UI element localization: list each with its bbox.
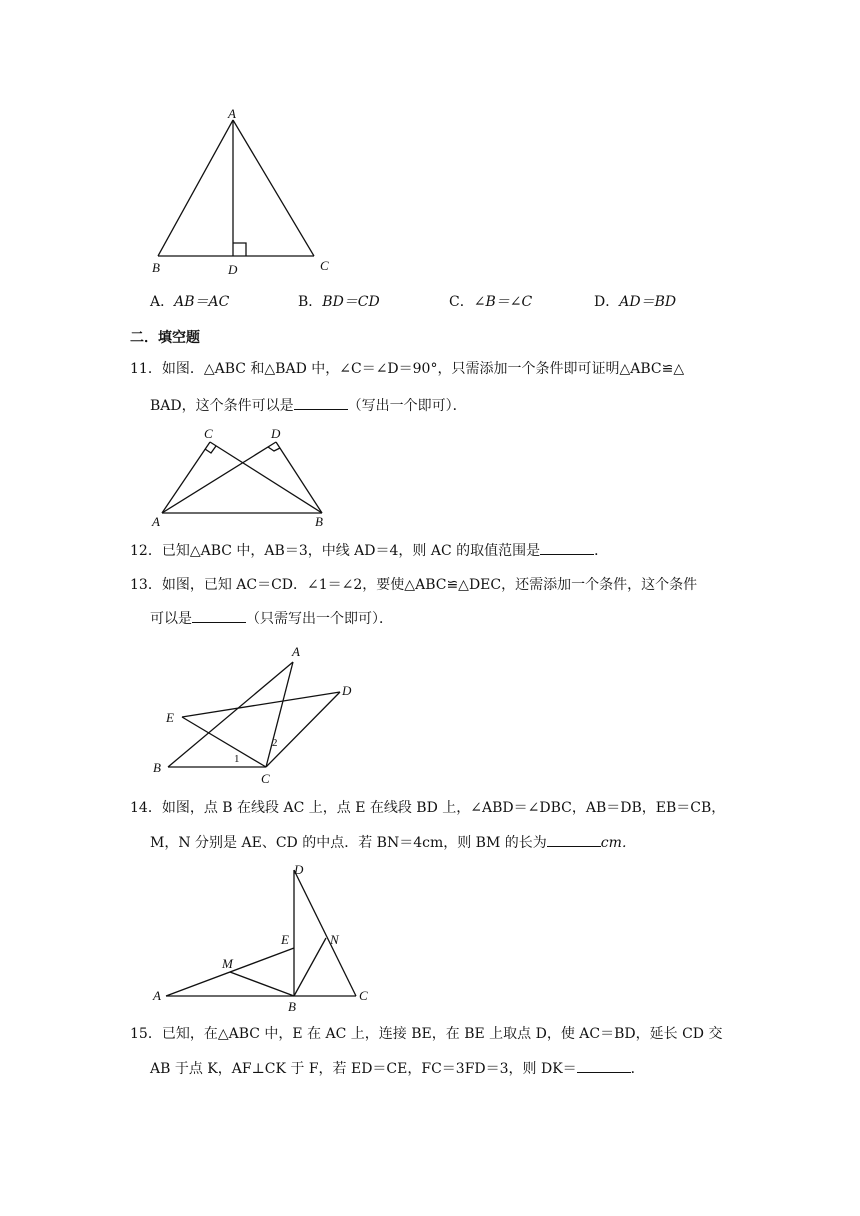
section-heading: 二．填空题 <box>130 330 200 346</box>
label-D: D <box>271 426 281 441</box>
segment-BN <box>294 938 326 996</box>
right-angle-mark-d <box>268 447 280 451</box>
label-B: B <box>153 760 161 775</box>
q10-triangle-figure <box>140 108 340 283</box>
angle-1-label: 1 <box>234 753 240 765</box>
segment-AC <box>162 442 210 513</box>
label-D: D <box>342 683 352 698</box>
q14-answer-blank[interactable] <box>547 832 601 847</box>
label-A: A <box>228 106 236 121</box>
q13-line2: 可以是 （只需写出一个即可）． <box>150 608 393 629</box>
label-E: E <box>166 710 174 725</box>
option-d: D．AD＝BD <box>594 294 677 310</box>
q11-figure <box>148 422 338 532</box>
right-angle-mark <box>233 243 246 256</box>
option-c: C．∠B＝∠C <box>449 294 533 310</box>
q14-figure <box>148 858 378 1018</box>
label-M: M <box>222 956 233 971</box>
label-B: B <box>315 514 323 529</box>
segment-ED <box>182 692 340 717</box>
q14-line2: M，N 分别是 AE、CD 的中点．若 BN＝4cm，则 BM 的长为 cm． <box>150 832 636 853</box>
segment-CD <box>266 692 340 767</box>
label-E: E <box>281 932 289 947</box>
label-C: C <box>261 771 270 786</box>
label-C: C <box>204 426 213 441</box>
side-AC <box>233 120 314 256</box>
q11-line1: 11．如图．△ABC 和△BAD 中，∠C＝∠D＝90°，只需添加一个条件即可证明△ABC≌△ <box>130 361 685 377</box>
q11-line2: BAD，这个条件可以是 （写出一个即可）． <box>150 395 467 416</box>
segment-BA <box>168 662 293 767</box>
q13-line1: 13．如图，已知 AC＝CD．∠1＝∠2，要使△ABC≌△DEC，还需添加一个条件，这个条件 <box>130 577 698 593</box>
q11-answer-blank[interactable] <box>294 395 348 410</box>
label-N: N <box>330 932 339 947</box>
segment-DC <box>294 870 356 996</box>
side-AB <box>158 120 233 256</box>
label-C: C <box>359 988 368 1003</box>
q15-answer-blank[interactable] <box>577 1058 631 1073</box>
label-A: A <box>152 514 160 529</box>
segment-CB <box>210 442 322 513</box>
option-a: A．AB＝AC <box>150 294 230 310</box>
q13-figure <box>148 640 368 790</box>
label-A: A <box>292 644 300 659</box>
segment-EC <box>182 717 266 767</box>
option-b: B．BD＝CD <box>298 294 380 310</box>
label-D: D <box>294 862 304 877</box>
q12-line: 12．已知△ABC 中，AB＝3，中线 AD＝4，则 AC 的取值范围是 ． <box>130 540 608 561</box>
segment-AD <box>162 442 276 513</box>
segment-MB <box>230 972 294 996</box>
q15-line2: AB 于点 K，AF⊥CK 于 F，若 ED＝CE，FC＝3FD＝3，则 DK＝ ． <box>150 1058 645 1079</box>
segment-DB <box>276 442 322 513</box>
q14-line1: 14．如图，点 B 在线段 AC 上，点 E 在线段 BD 上，∠ABD＝∠DBC，AB＝DB，EB＝CB， <box>130 800 726 816</box>
q15-line1: 15．已知，在△ABC 中，E 在 AC 上，连接 BE，在 BE 上取点 D，使 AC＝BD，延长 CD 交 <box>130 1026 723 1042</box>
angle-2-label: 2 <box>272 737 278 749</box>
label-C: C <box>320 258 329 273</box>
segment-AC <box>266 662 293 767</box>
q13-answer-blank[interactable] <box>192 608 246 623</box>
label-B: B <box>288 999 296 1014</box>
label-D: D <box>228 262 238 277</box>
label-A: A <box>153 988 161 1003</box>
q12-answer-blank[interactable] <box>540 540 594 555</box>
label-B: B <box>152 260 160 275</box>
